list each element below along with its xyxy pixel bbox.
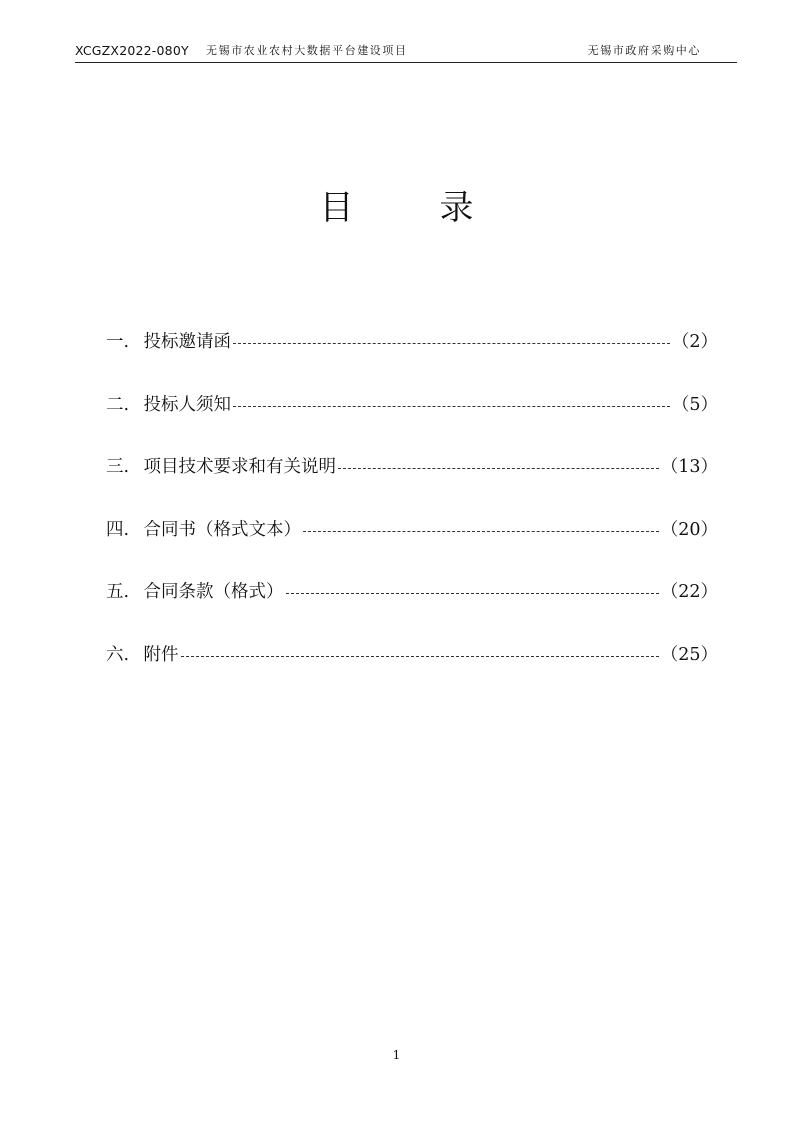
toc-entry-separator: . bbox=[123, 394, 130, 415]
toc-entry-number: 三 bbox=[106, 457, 124, 478]
toc-entry-label: 投标邀请函 bbox=[143, 332, 231, 352]
toc-entry-5[interactable] bbox=[106, 580, 718, 604]
toc-entry-page: （2） bbox=[671, 332, 718, 352]
page-header bbox=[75, 42, 737, 63]
toc-entry-label: 合同书（格式文本） bbox=[143, 519, 301, 540]
toc-entry-page: （13） bbox=[660, 457, 718, 478]
project-code: XCGZX2022-080Y bbox=[75, 43, 189, 58]
table-of-contents bbox=[106, 330, 718, 706]
toc-entry-separator: . bbox=[123, 519, 130, 540]
toc-entry-number: 六 bbox=[106, 644, 124, 665]
toc-dot-leader bbox=[286, 592, 659, 594]
toc-dot-leader bbox=[338, 467, 659, 469]
toc-entry-separator: . bbox=[123, 332, 130, 352]
title-char-2: 录 bbox=[439, 188, 474, 228]
toc-dot-leader bbox=[181, 655, 659, 657]
toc-entry-page: （20） bbox=[660, 519, 718, 540]
toc-entry-2[interactable] bbox=[106, 393, 718, 417]
toc-entry-separator: . bbox=[123, 457, 130, 478]
toc-entry-page: （22） bbox=[660, 582, 718, 603]
toc-entry-label: 投标人须知 bbox=[143, 394, 231, 415]
toc-entry-6[interactable] bbox=[106, 643, 718, 667]
toc-entry-number: 一 bbox=[106, 332, 124, 352]
toc-dot-leader bbox=[233, 405, 670, 407]
toc-entry-page: （25） bbox=[660, 644, 718, 665]
toc-entry-number: 二 bbox=[106, 394, 124, 415]
toc-entry-number: 四 bbox=[106, 519, 124, 540]
toc-entry-1[interactable] bbox=[106, 330, 718, 354]
page-title bbox=[0, 185, 793, 231]
toc-entry-page: （5） bbox=[671, 394, 718, 415]
title-char-1: 目 bbox=[319, 188, 354, 228]
toc-entry-separator: . bbox=[123, 644, 130, 665]
organization-name: 无锡市政府采购中心 bbox=[587, 44, 701, 57]
toc-entry-label: 附件 bbox=[143, 644, 179, 665]
toc-entry-label: 项目技术要求和有关说明 bbox=[143, 457, 336, 478]
toc-entry-3[interactable] bbox=[106, 455, 718, 479]
project-name: 无锡市农业农村大数据平台建设项目 bbox=[206, 44, 408, 57]
toc-entry-4[interactable] bbox=[106, 518, 718, 542]
toc-entry-number: 五 bbox=[106, 582, 124, 603]
toc-entry-separator: . bbox=[123, 582, 130, 603]
toc-entry-label: 合同条款（格式） bbox=[143, 582, 284, 603]
toc-dot-leader bbox=[233, 342, 670, 344]
page-number: 1 bbox=[392, 1048, 401, 1062]
toc-dot-leader bbox=[303, 530, 659, 532]
